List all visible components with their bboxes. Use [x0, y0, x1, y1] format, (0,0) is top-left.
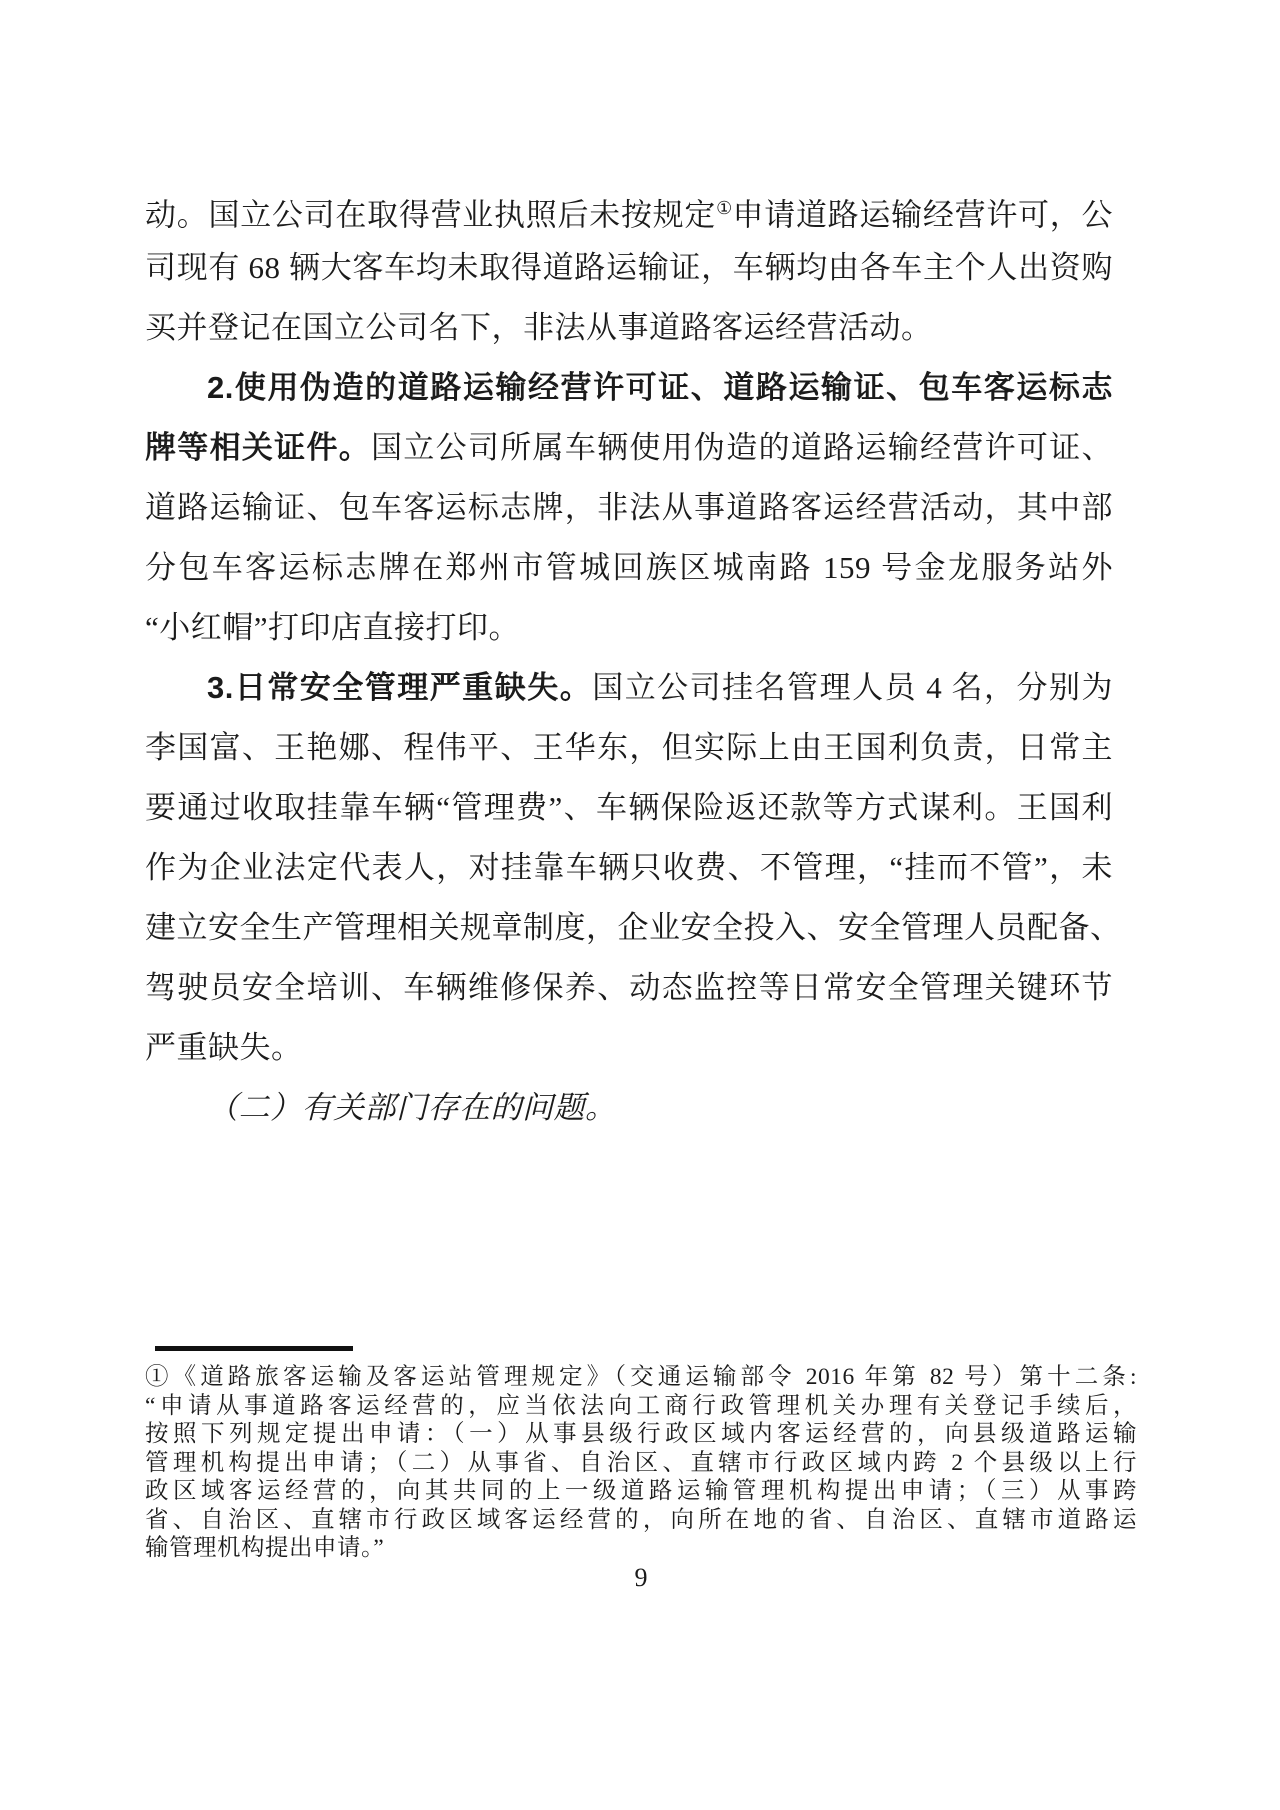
body-line-segment: 国立公司挂名管理人员 4 名，分别为	[592, 670, 1113, 705]
document-body	[145, 178, 1122, 1138]
footnote-line-segment: “申请从事道路客运经营的，应当依法向工商行政管理机关办理有关登记手续后，	[145, 1392, 1137, 1419]
body-line	[145, 658, 1113, 718]
body-line	[145, 178, 1113, 238]
body-line-segment: 2.使用伪造的道路运输经营许可证、道路运输证、包车客运标志	[207, 370, 1113, 405]
footnote-line-segment: 输管理机构提出申请。”	[145, 1535, 385, 1561]
footnote-line-segment: ①《道路旅客运输及客运站管理规定》（交通运输部令 2016 年第 82 号）第十二条:	[145, 1364, 1137, 1390]
body-line-segment: 分包车客运标志牌在郑州市管城回族区城南路 159 号金龙服务站外	[145, 550, 1113, 585]
body-line	[145, 538, 1113, 598]
body-line-segment: 李国富、王艳娜、程伟平、王华东，但实际上由王国利负责，日常主	[145, 730, 1113, 765]
footnote-separator	[155, 1346, 353, 1351]
body-line-segment: 司现有 68 辆大客车均未取得道路运输证，车辆均由各车主个人出资购	[145, 250, 1113, 285]
footnote-line-segment: 省、自治区、直辖市行政区域客运经营的，向所在地的省、自治区、直辖市道路运	[145, 1506, 1137, 1533]
body-line	[145, 958, 1113, 1018]
page-number: 9	[634, 1563, 648, 1592]
body-line-segment: 作为企业法定代表人，对挂靠车辆只收费、不管理，“挂而不管”，未	[145, 850, 1113, 885]
footnote	[145, 1346, 1137, 1563]
body-line-segment: 建立安全生产管理相关规章制度，企业安全投入、安全管理人员配备、	[145, 910, 1122, 945]
body-line-segment: 要通过收取挂靠车辆“管理费”、车辆保险返还款等方式谋利。王国利	[145, 790, 1113, 825]
body-line-segment: 驾驶员安全培训、车辆维修保养、动态监控等日常安全管理关键环节	[145, 970, 1113, 1005]
body-line	[145, 598, 1113, 658]
body-line	[145, 778, 1113, 838]
footnote-line-segment: 政区域客运经营的，向其共同的上一级道路运输管理机构提出申请；（三）从事跨	[145, 1478, 1137, 1504]
body-line-segment: “小红帽”打印店直接打印。	[145, 610, 521, 645]
footnote-line	[145, 1392, 1137, 1421]
body-line	[145, 358, 1113, 418]
footnote-line	[145, 1363, 1137, 1392]
footnote-line-segment: 管理机构提出申请；（二）从事省、自治区、直辖市行政区域内跨 2 个县级以上行	[145, 1449, 1137, 1476]
footnote-line-segment: 按照下列规定提出申请：（一）从事县级行政区域内客运经营的，向县级道路运输	[145, 1421, 1137, 1447]
body-line-segment: 3.日常安全管理严重缺失。	[207, 670, 593, 705]
body-line	[145, 718, 1113, 778]
body-line-segment: 国立公司所属车辆使用伪造的道路运输经营许可证、	[371, 430, 1114, 465]
body-line	[145, 1018, 1113, 1078]
body-line	[145, 418, 1113, 478]
body-line-segment: 牌等相关证件。	[145, 430, 372, 465]
body-line	[145, 898, 1122, 958]
footnote-line	[145, 1477, 1137, 1506]
footnote-line	[145, 1449, 1137, 1478]
body-line	[145, 298, 1113, 358]
body-line-segment: 买并登记在国立公司名下，非法从事道路客运经营活动。	[145, 310, 933, 345]
body-line-segment: 动。国立公司在取得营业执照后未按规定	[145, 197, 717, 233]
body-line	[145, 238, 1113, 298]
footnote-line	[145, 1506, 1137, 1535]
body-line-segment: 道路运输证、包车客运标志牌，非法从事道路客运经营活动，其中部	[145, 490, 1113, 525]
body-line	[145, 1078, 1113, 1138]
body-line	[145, 478, 1113, 538]
footnote-lines	[145, 1363, 1137, 1563]
body-line-segment: 申请道路运输经营许可，公	[732, 197, 1114, 233]
body-line	[145, 838, 1113, 898]
body-line-segment: 严重缺失。	[145, 1030, 303, 1065]
body-line-segment: （二）有关部门存在的问题。	[207, 1090, 617, 1125]
footnote-line	[145, 1420, 1137, 1449]
footnote-ref-marker: ①	[716, 198, 733, 218]
footnote-line	[145, 1534, 1137, 1563]
